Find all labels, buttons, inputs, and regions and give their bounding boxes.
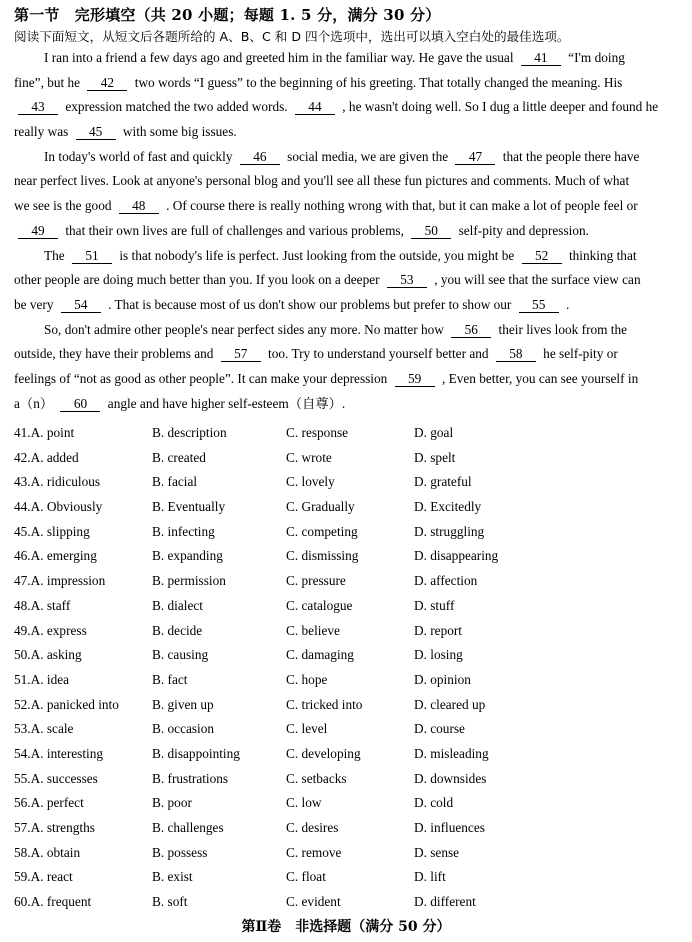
option-text: A. ridiculous: [30, 474, 101, 490]
option-d: D. stuff: [414, 597, 455, 613]
option-a: [14, 717, 73, 742]
passage-text: near perfect lives. Look at anyone's personal blog and you'll see all these fun pictures and comments. Much of what: [14, 173, 630, 189]
option-text: A. interesting: [30, 745, 104, 761]
option-d: D. opinion: [414, 671, 471, 687]
passage-text: feelings of “not as good as other people”. It can make your depression: [14, 370, 391, 386]
option-c: C. response: [286, 425, 349, 440]
option-d: D. affection: [414, 573, 478, 589]
question-number: 53.: [14, 721, 31, 737]
blank-number: 55: [519, 297, 559, 313]
instruction-text: 阅读下面短文，从短文后各题所给的 A、B、C 和 D 四个选项中，选出可以填入空白处的最佳选项。: [14, 29, 570, 44]
option-a: [14, 890, 91, 915]
blank-number: 52: [522, 248, 562, 264]
passage-text: So, don't admire other people's near perfect sides any more. No matter how: [44, 321, 448, 337]
passage-text: be very: [14, 296, 57, 312]
passage-text: social media, we are given the: [283, 148, 452, 164]
passage-text: In today's world of fast and quickly: [44, 148, 236, 164]
option-d: D. course: [414, 721, 465, 737]
option-b: B. exist: [152, 869, 193, 885]
passage-line: [14, 244, 678, 269]
passage-line: [14, 342, 678, 367]
option-b: B. occasion: [152, 721, 215, 737]
passage-text: fine”, but he: [14, 74, 84, 90]
passage-line: [14, 392, 678, 417]
passage-line: [14, 367, 678, 392]
option-text: A. react: [30, 869, 73, 885]
option-d: D. cold: [414, 795, 454, 811]
option-c: C. tricked into: [286, 696, 363, 712]
option-d: D. lift: [414, 869, 446, 885]
passage-text: two words “I guess” to the beginning of his greeting. That totally changed the meaning. His: [131, 74, 623, 90]
passage-text: . That is because most of us don't show our problems but prefer to show our: [104, 296, 515, 312]
passage-text: really was: [14, 124, 72, 140]
question-number: 47.: [14, 573, 31, 589]
passage-line: [14, 46, 678, 71]
option-c: C. hope: [286, 671, 328, 687]
question-number: 48.: [14, 597, 31, 613]
passage-text: I ran into a friend a few days ago and greeted him in the familiar way. He gave the usual: [44, 50, 517, 65]
cloze-passage: [14, 46, 678, 416]
option-c: C. desires: [286, 820, 339, 835]
option-a: [14, 569, 105, 594]
option-text: A. panicked into: [30, 696, 119, 712]
passage-line: [14, 145, 678, 170]
option-c: C. competing: [286, 523, 358, 539]
passage-text: he self-pity or: [539, 346, 618, 362]
passage-text: The: [44, 247, 68, 263]
blank-number: 49: [18, 223, 58, 239]
option-c: C. Gradually: [286, 499, 355, 515]
option-c: C. evident: [286, 894, 341, 910]
option-a: [14, 470, 100, 495]
question-number: 54.: [14, 745, 31, 761]
option-c: C. developing: [286, 745, 361, 761]
option-c: C. catalogue: [286, 597, 353, 613]
question-row: [14, 594, 678, 619]
question-row: [14, 816, 678, 841]
passage-text: with some big issues.: [119, 124, 237, 140]
option-a: [14, 619, 87, 644]
question-row: [14, 693, 678, 718]
blank-number: 42: [87, 75, 127, 91]
option-a: [14, 865, 73, 890]
question-row: [14, 668, 678, 693]
passage-line: [14, 169, 678, 194]
option-d: D. different: [414, 894, 476, 910]
blank-number: 51: [72, 248, 112, 264]
blank-number: 53: [387, 272, 427, 288]
part-two-title: 第Ⅱ卷 非选择题（满分 50 分）: [241, 919, 451, 935]
blank-number: 46: [240, 149, 280, 165]
passage-text: angle and have higher self-esteem（自尊）.: [104, 395, 346, 411]
question-number: 60.: [14, 894, 31, 910]
question-row: [14, 495, 678, 520]
option-text: A. added: [30, 449, 79, 465]
passage-text: , you will see that the surface view can: [430, 272, 641, 288]
option-c: C. pressure: [286, 573, 346, 589]
blank-number: 41: [521, 50, 561, 66]
question-row: [14, 446, 678, 471]
options-list: [14, 421, 678, 915]
option-b: B. soft: [152, 894, 188, 910]
option-c: C. float: [286, 869, 326, 885]
passage-text: is that nobody's life is perfect. Just looking from the outside, you might be: [116, 247, 518, 263]
passage-text: outside, they have their problems and: [14, 346, 217, 362]
passage-text: “I'm doing: [564, 50, 625, 65]
option-c: C. believe: [286, 622, 340, 638]
option-c: C. damaging: [286, 647, 354, 663]
question-number: 52.: [14, 696, 31, 712]
question-number: 42.: [14, 449, 31, 465]
question-row: [14, 643, 678, 668]
option-b: B. poor: [152, 795, 192, 811]
option-d: D. influences: [414, 820, 485, 835]
option-b: B. facial: [152, 474, 198, 490]
option-b: B. infecting: [152, 523, 215, 539]
passage-text: .: [562, 296, 570, 312]
passage-line: [14, 268, 678, 293]
option-b: B. Eventually: [152, 499, 226, 515]
option-d: D. spelt: [414, 449, 456, 465]
passage-text: thinking that: [565, 247, 637, 263]
passage-text: their lives look from the: [495, 321, 628, 337]
question-number: 57.: [14, 820, 31, 835]
option-b: B. decide: [152, 622, 203, 638]
option-b: B. description: [152, 425, 227, 440]
question-number: 55.: [14, 770, 31, 786]
option-c: C. lovely: [286, 474, 335, 490]
option-text: A. strengths: [30, 820, 95, 835]
blank-number: 54: [61, 297, 101, 313]
passage-text: we see is the good: [14, 198, 115, 214]
blank-number: 56: [451, 322, 491, 338]
option-a: [14, 791, 84, 816]
question-number: 56.: [14, 795, 31, 811]
option-a: [14, 742, 103, 767]
question-number: 58.: [14, 844, 31, 860]
passage-line: [14, 71, 678, 96]
passage-line: [14, 120, 678, 145]
option-b: B. created: [152, 449, 206, 465]
blank-number: 44: [295, 99, 335, 115]
option-d: D. losing: [414, 647, 463, 663]
option-c: C. level: [286, 721, 328, 737]
question-row: [14, 421, 678, 446]
passage-text: a（n）: [14, 395, 57, 411]
passage-line: [14, 293, 678, 318]
option-b: B. disappointing: [152, 745, 240, 761]
blank-number: 48: [119, 198, 159, 214]
option-a: [14, 668, 69, 693]
option-d: D. misleading: [414, 745, 489, 761]
question-row: [14, 619, 678, 644]
question-row: [14, 890, 678, 915]
option-text: A. frequent: [30, 894, 92, 910]
option-b: B. frustrations: [152, 770, 229, 786]
option-text: A. staff: [30, 597, 71, 613]
option-d: D. sense: [414, 844, 460, 860]
option-b: B. possess: [152, 844, 208, 860]
option-c: C. dismissing: [286, 548, 359, 564]
option-a: [14, 693, 119, 718]
option-a: [14, 767, 98, 792]
question-number: 44.: [14, 499, 31, 515]
passage-line: [14, 318, 678, 343]
question-number: 45.: [14, 523, 31, 539]
question-row: [14, 841, 678, 866]
option-b: B. permission: [152, 573, 226, 589]
option-a: [14, 520, 90, 545]
blank-number: 47: [455, 149, 495, 165]
question-number: 50.: [14, 647, 31, 663]
option-text: A. asking: [30, 647, 82, 663]
option-a: [14, 643, 82, 668]
passage-text: . Of course there is really nothing wrong with that, but it can make a lot of people feel or: [162, 198, 638, 214]
option-text: A. point: [30, 425, 75, 440]
option-d: D. downsides: [414, 770, 487, 786]
passage-line: [14, 95, 678, 120]
option-d: D. cleared up: [414, 696, 486, 712]
option-c: C. wrote: [286, 449, 332, 465]
option-b: B. challenges: [152, 820, 224, 835]
question-number: 59.: [14, 869, 31, 885]
passage-line: [14, 219, 678, 244]
passage-text: , Even better, you can see yourself in: [438, 370, 639, 386]
option-d: D. report: [414, 622, 462, 638]
option-a: [14, 841, 80, 866]
option-text: A. obtain: [30, 844, 81, 860]
option-text: A. Obviously: [30, 499, 103, 515]
passage-text: other people are doing much better than you. If you look on a deeper: [14, 272, 383, 288]
option-a: [14, 816, 95, 841]
option-c: C. remove: [286, 844, 342, 860]
option-text: A. emerging: [30, 548, 97, 564]
option-text: A. idea: [30, 671, 70, 687]
passage-text: too. Try to understand yourself better and: [264, 346, 492, 362]
option-d: D. disappearing: [414, 548, 499, 564]
blank-number: 43: [18, 99, 58, 115]
option-text: A. impression: [30, 573, 106, 589]
question-number: 41.: [14, 425, 31, 440]
option-a: [14, 495, 102, 520]
option-text: A. perfect: [30, 795, 84, 811]
passage-text: self-pity and depression.: [455, 222, 589, 238]
option-c: C. low: [286, 795, 322, 811]
question-row: [14, 470, 678, 495]
question-number: 51.: [14, 671, 31, 687]
passage-line: [14, 194, 678, 219]
passage-text: that their own lives are full of challenges and various problems,: [62, 222, 408, 238]
option-b: B. fact: [152, 671, 188, 687]
option-a: [14, 594, 70, 619]
blank-number: 58: [496, 346, 536, 362]
option-d: D. goal: [414, 425, 454, 440]
question-row: [14, 520, 678, 545]
option-a: [14, 446, 79, 471]
option-b: B. expanding: [152, 548, 223, 564]
blank-number: 45: [76, 124, 116, 140]
option-text: A. slipping: [30, 523, 90, 539]
question-number: 43.: [14, 474, 31, 490]
option-text: A. successes: [30, 770, 98, 786]
question-number: 46.: [14, 548, 31, 564]
option-a: [14, 544, 97, 569]
option-b: B. given up: [152, 696, 214, 712]
option-text: A. scale: [30, 721, 74, 737]
passage-text: that the people there have: [499, 148, 640, 164]
option-d: D. Excitedly: [414, 499, 482, 515]
blank-number: 57: [221, 346, 261, 362]
section-title: 第一节 完形填空（共 20 小题；每题 1. 5 分，满分 30 分）: [14, 6, 441, 24]
option-a: [14, 421, 74, 446]
option-d: D. struggling: [414, 523, 485, 539]
blank-number: 60: [60, 396, 100, 412]
question-row: [14, 717, 678, 742]
option-b: B. dialect: [152, 597, 203, 613]
blank-number: 59: [395, 371, 435, 387]
blank-number: 50: [411, 223, 451, 239]
passage-text: , he wasn't doing well. So I dug a little deeper and found he: [338, 99, 659, 115]
question-row: [14, 544, 678, 569]
question-row: [14, 569, 678, 594]
question-number: 49.: [14, 622, 31, 638]
question-row: [14, 767, 678, 792]
passage-text: expression matched the two added words.: [62, 99, 291, 115]
question-row: [14, 742, 678, 767]
option-b: B. causing: [152, 647, 209, 663]
option-d: D. grateful: [414, 474, 472, 490]
option-c: C. setbacks: [286, 770, 347, 786]
option-text: A. express: [30, 622, 87, 638]
question-row: [14, 791, 678, 816]
question-row: [14, 865, 678, 890]
